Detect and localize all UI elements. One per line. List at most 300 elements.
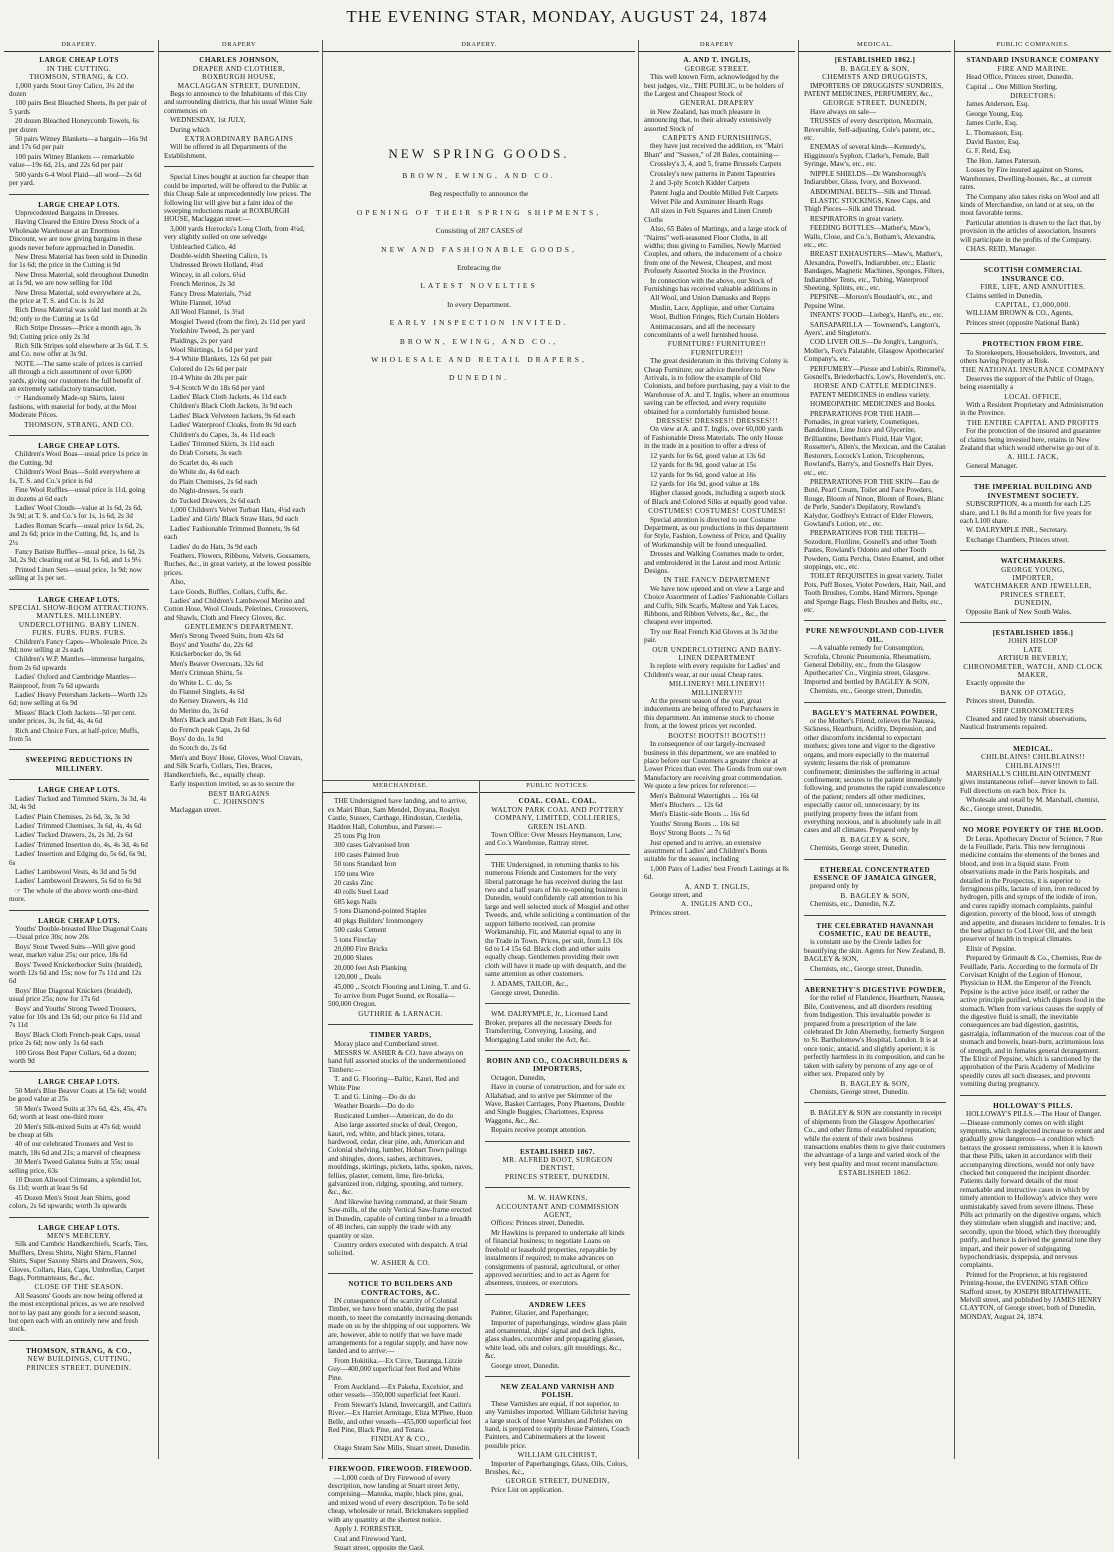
ad-title: LARGE CHEAP LOTS (39, 56, 119, 65)
ad-line: do French peak Caps, 2s 6d (170, 725, 250, 734)
ad-line: Ladies' Tucked and Trimmed Skirts, 3s 3d, 4s 3d, 4s 9d (9, 794, 147, 812)
ad-line: Just opened and to arrive, an extensive assortment of Ladies' and Children's Boots suitable for the season, including (644, 838, 767, 864)
ad-line: ESTABLISHED 1862. (838, 1169, 912, 1178)
ad-line: Chemists, etc., George street, Dunedin. (810, 964, 923, 973)
column-head: MERCHANDISE. (323, 781, 478, 793)
ad-line: 100 cases Painted Iron (334, 850, 399, 859)
ad-line: CLOSE OF THE SEASON. (34, 1283, 124, 1292)
advertisement (960, 340, 1106, 470)
advertisement (485, 1148, 630, 1182)
divider (960, 622, 1106, 623)
ad-line: Boys' Black Cloth French-peak Caps, usual price 2s 6d; now only 1s 6d each (9, 1030, 141, 1048)
ad-line: At the present season of the year, great inducements are being offered to Purchasers in this department. An immense stock to choose from, at the lowest prices yet recorded. (644, 697, 779, 731)
ad-line: Try our Real French Kid Gloves at 3s 3d the pair. (644, 627, 778, 645)
ad-line: Boys' do do, 1s 9d (170, 735, 224, 744)
ad-line: To arrive from Puget Sound, ex Rosalia—500,000 Oregon. (328, 991, 456, 1009)
divider (960, 738, 1106, 739)
ad-line: PRINCES STREET, (1000, 590, 1066, 599)
ad-list (323, 797, 478, 1552)
ad-line: Mr Hawkins is prepared to undertake all kinds of financial business; to negotiate Loans on freehold or leasehold properties, repayable by instalments if required; to make advances on consignments of pastoral, agricultural, or other approved securities; and to act as Agent for absentees, trustees, or executors. (485, 1228, 625, 1288)
ad-line: Ladies' Black Velveteen Jackets, 9s 6d each (170, 411, 296, 420)
ad-line: Boys' Tweed Knickerbocker Suits (braided), worth 12s 6d and 15s; now for 7s 11d and 12s 6d (9, 960, 143, 986)
ad-line: NEW AND FASHIONABLE GOODS, (381, 244, 577, 254)
ad-title: MEDICAL. (1013, 744, 1053, 753)
ad-line: Ladies' Oxford and Cambridge Mantles—Rainproof, from 7s 6d upwards (9, 673, 137, 690)
ad-line: IMPORTER, (1012, 573, 1054, 582)
ad-line: Particular attention is drawn to the fact that, by provision in the articles of association, Insurers will participate in the profits of the Company. (960, 218, 1102, 244)
ad-line: MILLINERY! MILLINERY!! MILLINERY!!! (668, 680, 766, 697)
ad-line: 5 tons Diamond-pointed Staples (334, 907, 427, 916)
ad-line: 300 cases Galvanised Iron (334, 841, 410, 850)
ad-line: With a Resident Proprietary and Administration in the Province. (960, 401, 1104, 418)
ad-line: ENEMAS of several kinds—Kennedy's, Higginson's Syphon, Clarke's, Female, Ball Syringe, Maw's, etc., etc. (804, 143, 929, 169)
ad-line: TOILET REQUISITES in great variety. Toilet Pots, Puff Boxes, Violet Powders, Hair, Nail, and Tooth Brushes, Combs, Hand Mirrors, Sponge and Sponge Bags, Flesh Brushes and Belts, etc., etc. (804, 572, 946, 614)
ad-line: Men's Beaver Overcoats, 32s 6d (170, 659, 263, 668)
divider (9, 1071, 149, 1072)
ad-line: Velvet Pile and Axminster Hearth Rugs (650, 197, 764, 206)
ad-line: For the protection of the insured and guarantee of claims being invested here, retains in New Zealand that which would otherwise go out of it. (960, 427, 1101, 453)
ad-line: In every Department. (447, 299, 511, 309)
ad-line: 10-4 White do 20s per pair (170, 374, 248, 383)
ad-line: Antimacassars, and all the necessary concomitants of a well furnished house. (644, 322, 759, 339)
advertisement (328, 1031, 473, 1267)
ad-line: IN THE FANCY DEPARTMENT (663, 576, 771, 585)
ad-line: We have now opened and on view a Large and Choice Assortment of Ladies' Fashionable Collars and Cuffs, Silk Scarfs, Maltese and Yak Laces, Ribbons, and Ribbon Velvets, &c., &c., the cheapest ever imported. (644, 584, 789, 627)
ad-line: ABDOMINAL BELTS—Silk and Thread. (810, 187, 932, 196)
ad-line: UNDERCLOTHING. BABY LINEN. (18, 620, 140, 629)
divider (485, 1050, 630, 1051)
ad-line: Children's Fancy Capes—Wholesale Price, 2s 9d; now selling at 2s each (9, 637, 148, 654)
ad-line: NEW BUILDINGS, CUTTING, (27, 1355, 131, 1364)
ad-line: THOMSON, STRANG, & CO. (29, 73, 129, 82)
ad-line: 100 Gross Best Paper Collars, 6d a dozen; worth 9d (9, 1048, 137, 1066)
ad-line: IN THE CUTTING. (46, 64, 112, 73)
ad-line: Dr Leras, Apothecary Doctor of Science, 7 Rue de la Feuillade, Paris. This new ferruginous medicine contains the elements of the bones and blood, and iron in a liquid state. From observations made in the Paris hospitals, and detailed in the Prospectus, it is superior to ferruginous pills, lactate of iron, iron reduced by hydrogen, pills and syrups of the iodide of iron, and cures rapidly stomach complaints, painful digestion, poverty of the blood, loss of strength and appetite, and diseases incident to females. It is the best adjunct to Cod Liver Oil, and the best preserver of health in tropical climates. (960, 834, 1106, 944)
ad-line: —1,000 cords of Dry Firewood of every description, now landing at Stuart street Jetty, comprising—Manuka, maple, black pine, goai, and mixed wood of every description. To be sold cheap, wholesale or retail. Brickmakers supplied with any quantity at the shortest notice. (328, 1473, 469, 1524)
ad-line: 50 pairs Witney Blankets—a bargain—16s 9d and 17s 6d per pair (9, 135, 148, 152)
ad-line: is constant use by the Creole ladies for beautifying the skin. Agents for New Zealand, B. BAGLEY & SON, (804, 938, 946, 964)
ad-line: Moray place and Cumberland street. (334, 1039, 439, 1048)
ad-line: In connection with the above, our Stock of Furnishings has received valuable additions in (644, 276, 778, 293)
ad-line: 500 casks Cement (334, 926, 387, 935)
advertisement (9, 1347, 149, 1372)
ad-line: IMPORTERS OF DRUGGISTS' SUNDRIES, PATENT MEDICINES, PERFUMERY, &c., (804, 81, 944, 99)
ad-line: OPENING OF THEIR SPRING SHIPMENTS, (356, 207, 602, 217)
ad-line: OUR UNDERCLOTHING AND BABY-LINEN DEPARTMENT (652, 645, 782, 663)
ad-line: 20,000 Slates (334, 954, 373, 963)
advertisement (960, 1102, 1106, 1322)
ad-line: HOLLOWAY'S PILLS.—The Hour of Danger.—Disease commonly comes on with slight symptoms, which neglected increase to extent and gradually grow dangerous—a condition which betrays the grossest remissness, when it is known that these Pills, taken in accordance with their accompanying directions, would not only have checked but conquered the incipient disorder. Patients daily forward details of the most remarkable and instructive cases in which by timely attention to Holloway's advice they were unmistakably saved from severe illness. These Pills act primarily on the digestive organs, which they stimulate when sluggish and inactive; and, secondly, upon the blood, which they thoroughly purify, and hence is derived the general tone they impart, and their power of subjugating hypochondriasis, dyspepsia, and nervous complaints. (960, 1110, 1105, 1270)
ad-line: THE NATIONAL INSURANCE COMPANY (961, 366, 1105, 375)
divider (485, 1141, 630, 1142)
ad-title: ROBIN AND CO., COACHBUILDERS & IMPORTERS, (486, 1056, 629, 1074)
ad-line: GREEN ISLAND. (527, 822, 588, 831)
ad-line: DUNEDIN. (448, 373, 510, 383)
ad-line: 20,000 Fire Bricks (334, 944, 388, 953)
ad-line: PREPARATIONS FOR THE TEETH—Sozodont, Floriline, Gosnell's and other Tooth Pastes, Rowland's Odonto and other Tooth Powders, Gutta Percha, Osteo Enamel, and other stoppings, etc., etc. (804, 529, 945, 571)
divider (804, 859, 946, 860)
ad-line: Embracing the (457, 263, 501, 273)
ad-line: DUNEDIN, (1014, 599, 1052, 608)
ad-line: Princes street (opposite National Bank) (966, 318, 1079, 327)
ad-line: Men's and Boys' Hose, Gloves, Wool Cravats, and Silk Scarfs, Collars, Ties, Braces, Handkerchiefs, &c., equally cheap. (164, 753, 303, 779)
ad-line: On view at A. and T. Inglis, over 60,000 yards of Fashionable Dress Materials. The only House in the trade in a position to offer a dress of (644, 425, 783, 451)
divider (960, 819, 1106, 820)
ad-line: Ladies' Tucked Drawers, 2s, 2s 3d, 2s 6d (15, 831, 133, 840)
ad-title: THE IMPERIAL BUILDING AND INVESTMENT SOCIETY. (973, 483, 1093, 500)
ad-line: COD LIVER OILS—De Jongh's, Langton's, Moller's, Fox's Palatable, Glasgow Apothecaries' Company's, etc. (804, 338, 945, 364)
ad-line: MESSRS W. ASHER & CO. have always on hand full assorted stocks of the undermentioned Timbers:— (328, 1048, 466, 1074)
ad-line: NOTE.—The same scale of prices is carried all through a rich assortment of over 6,000 yards, giving our customers the full benefit of an extremely satisfactory transaction. (9, 359, 143, 394)
ad-line: 100 pairs Witney Blankets — remarkable value—19s 6d, 21s, and 22s 6d per pair (9, 152, 135, 170)
ad-line: TRUSSES of every description, Mocmain, Reversible, Self-adjusting, Cole's patent, etc., etc. (804, 117, 935, 143)
advertisement (960, 557, 1106, 616)
column-drapery-4 (638, 40, 795, 1459)
divider (485, 1187, 630, 1188)
ad-line: Opposite Bank of New South Wales. (966, 607, 1072, 616)
ad-line: Repairs receive prompt attention. (491, 1126, 587, 1135)
ad-line: prepared only by (810, 882, 859, 891)
ad-line: W. DALRYMPLE JNR., Secretary. (966, 526, 1068, 535)
ad-title: TIMBER YARDS, (369, 1031, 432, 1040)
ad-line: do Kersey Drawers, 4s 11d (170, 697, 248, 706)
ad-line: Head Office, Princes street, Dunedin. (966, 73, 1074, 82)
ad-line: BEST BARGAINS (208, 789, 270, 798)
ad-line: 685 kegs Nails (334, 897, 377, 906)
advertisement (328, 797, 473, 1018)
ad-line: FURS. FURS. FURS. FURS. (32, 629, 126, 638)
ad-line: Painter, Glazier, and Paperhanger, (491, 1309, 589, 1318)
ad-line: Children's Black Cloth Jackets, 3s 9d each (170, 402, 293, 411)
ad-line: FURNITURE! FURNITURE!! FURNITURE!!! (667, 340, 767, 357)
ad-list (955, 56, 1111, 1321)
ad-line: Coal and Firewood Yard, (334, 1534, 407, 1543)
ad-line: Ladies' Wool Clouds—value at 1s 6d, 2s 6d, 3s 9d; at T. S. and Co.'s for 1s, 1s 6d, 2s 3d (9, 503, 143, 521)
column-head: DRAPERY (159, 40, 319, 52)
ad-line: Patent Jugla and Double Milled Felt Carpets (650, 188, 778, 197)
divider (804, 1102, 946, 1103)
divider (960, 476, 1106, 477)
advertisement (485, 1057, 630, 1135)
ad-line: Wincey, in all colors, 6¼d (170, 270, 246, 279)
ad-line: L. Thomasson, Esq. (966, 128, 1024, 137)
ad-list (799, 56, 951, 1177)
ad-line: MACLAGGAN STREET, DUNEDIN, (177, 81, 301, 90)
ad-line: DIRECTORS: (1010, 92, 1056, 101)
ad-line: Ladies' Lambswool Drawers, 5s 6d to 6s 9d (15, 877, 141, 886)
ad-line: GEORGE STREET, DUNEDIN, (822, 99, 928, 108)
ad-line: To Storekeepers, Householders, Investors, and others having Property at Risk. (960, 348, 1100, 365)
ad-line: Have in course of construction, and for sale ex Allahabad, and to arrive per Skimmer of the Wave, Basket Carriages, Pony Phaetons, Double and Single Buggies, Chariottees, Express Waggons, &c., &c. (485, 1083, 625, 1125)
ad-line: B. BAGLEY & SON, (840, 891, 910, 900)
ad-line: 40 pkgs Builders' Ironmongery (334, 916, 424, 925)
ad-line: THE ENTIRE CAPITAL AND PROFITS (966, 418, 1100, 427)
ad-line: B. BAGLEY & SON, (840, 64, 910, 73)
ad-line: All sizes in Felt Squares and Linen Crumb Cloths (644, 207, 773, 224)
divider (9, 1217, 149, 1218)
divider (9, 435, 149, 436)
ad-line: PERFUMERY—Piesse and Lubin's, Rimmel's, Gosnell's, Briederbach's, Low's, Hovenden's, etc. (804, 364, 946, 382)
divider (9, 779, 149, 780)
ad-title: LARGE CHEAP LOTS. (38, 916, 120, 925)
ad-line: George street, Dunedin. (491, 988, 560, 997)
advertisement (485, 1194, 630, 1287)
ad-line: THOMSON, STRANG, AND CO. (24, 420, 134, 429)
divider (804, 620, 946, 621)
advertisement (804, 986, 946, 1096)
ad-line: Elixir of Pepsine. (966, 944, 1017, 953)
divider (9, 194, 149, 195)
ad-line: Youths' Double-breasted Blue Diagonal Coats—Usual price 30s; now 20s (9, 924, 148, 942)
ad-line: GENERAL DRAPERY (679, 99, 755, 108)
ad-line: 12 yards for 8s 9d, good value at 15s (650, 461, 756, 470)
advertisement (9, 1078, 149, 1210)
ad-line: 12 yards for 6s 6d, good value at 13s 6d (650, 451, 765, 460)
ad-line: Special Lines bought at auction far cheaper than could be imported, will be offered to the Public at this Cheap Sale at unprecedentedly low prices. The following list will give but a faint idea of the sweeping reductions made at ROXBURGH HOUSE, Maclaggan street:— (164, 173, 312, 224)
ad-line: EARLY INSPECTION INVITED. (389, 318, 569, 328)
ad-line: From Auckland.—Ex Pakeha, Excelsior, and other vessels—350,000 superficial feet Kauri. (328, 1383, 463, 1400)
ad-line: James Anderson, Esq. (966, 100, 1030, 109)
divider (485, 1003, 630, 1004)
ad-line: Country orders executed with despatch. A trial solicited. (328, 1240, 468, 1258)
ad-line: Boys' Strong Boots ... 7s 6d (650, 829, 730, 838)
middle-lower (323, 780, 635, 1552)
ad-line: GUTHRIE & LARNACH. (358, 1009, 443, 1018)
ad-line: Chemists, etc., Dunedin, N.Z. (810, 900, 896, 909)
advertisement (9, 56, 149, 187)
ad-title: ETHEREAL CONCENTRATED ESSENCE OF JAMAICA GINGER, (813, 865, 937, 882)
ad-line: T. and G. Flooring—Baltic, Kauri, Red and White Pine (328, 1075, 459, 1092)
ad-line: Chemists, etc., George street, Dunedin. (810, 687, 923, 696)
ad-line: Rich Dress Material was sold last month at 2s 9d; only to the Cutting at 1s 6d (9, 306, 147, 323)
ad-line: New Dress Material has been sold in Dunedin for 1s 6d; the price in the Cutting is 9d (9, 252, 148, 270)
ad-line: SHIP CHRONOMETERS (991, 706, 1075, 715)
advertisement (328, 1465, 473, 1552)
ad-line: George street, Dunedin. (491, 1361, 560, 1370)
advertisement (485, 1301, 630, 1370)
ad-line: Boys' Blue Diagonal Knickers (braided), usual price 25s; now for 17s 6d (9, 986, 133, 1004)
ad-line: PREPARATIONS FOR THE HAIR—Pomades, in great variety, Cosmetiques, Bandolines, Lime Juice and Glycerine, Brilliantine, Beetham's Fluid, Hair Vigor, Rossetter's, Allen's, the Mexican, and the Catalan Restorers, Locock's Lotion, Tricopherous, Rowland's, Barry's, and Gosnell's Hair Dyes, etc., etc. (804, 409, 946, 477)
ad-line: Offices: Princes street, Dunedin. (491, 1219, 585, 1228)
ad-line: Ladies' Insertion and Edging do, 5s 6d, 6s 9d, 6s (9, 850, 147, 867)
ad-line: GEORGE YOUNG, (1001, 565, 1065, 574)
ad-line: BREAST EXHAUSTERS—Maw's, Mather's, Alexandra, Powell's, Indiarubber, etc.; Elastic Bandages, Magnetic Machines, Sponges, Filters, Indiarubber Tents, etc., Tubing, Waterproof Sheeting, Splints, etc., etc. (804, 250, 945, 292)
ad-line: MARSHALL'S CHILBLAIN OINTMENT gives instantaneous relief—never known to fail. Full directions on each box. Price 1s. (960, 770, 1099, 795)
ad-line: or the Mother's Friend, relieves the Nausea, Sickness, Heartburn, Acidity, Depression, and other discomforts incidental to expectant mothers; gives tone and vigor to the digestive organs, and more especially to the maternal system; lessens the risk of premature confinement; diminishes the suffering in actual confinement; secures to the patient immediately following, and promotes the rapid convalescence of the patient; renders all other medicines, especially castor oil, unnecessary; by its purifying property frees the infant from everything noxious, and is absolutely safe in all cases and all climates. Prepared only by (804, 717, 945, 835)
divider (164, 166, 314, 167)
ad-line: Crossley's 3, 4, and 5, frame Brussels Carpets (650, 160, 782, 169)
advertisement (9, 786, 149, 903)
ad-line: Lace Goods, Ruffles, Collars, Cuffs, &c. (170, 587, 288, 596)
ad-line: These Varnishes are equal, if not superior, to any Varnishes imported. William Gilchrist having a large stock of these Varnishes and Polishes on hand, is prepared to supply House Painters, Coach Painters, and Cabinetmakers at the lowest possible price. (485, 1399, 630, 1450)
column-head: DRAPERY. (323, 40, 635, 52)
ad-line: Princes street, Dunedin. (966, 697, 1035, 706)
ad-line: W. ASHER & CO. (370, 1258, 431, 1267)
ad-line: Also large assorted stocks of deal, Oregon, kauri, red, white, and black pines, totara, hardwood, cedar, clear pine, ash, American and Colonial shelving, lumber, Hobart Town palings and shingles, doors, sashes, architraves, mouldings, skirtings, pickets, laths, spokes, naves, fellies, plaster, cement, lime, fire-bricks, galvanized iron, ridging, spouting, and turnery, &c., &c. (328, 1121, 473, 1197)
ad-line: MANTLES. MILLINERY. (36, 612, 122, 621)
ad-line: Fancy Dress Materials, 7¼d (170, 289, 251, 298)
ad-line: New Dress Material, sold throughout Dunedin at 1s 9d, we are now selling for 10d (9, 270, 149, 288)
ad-line: Ladies' Fashionable Trimmed Bonnets, 9s 6d each (164, 524, 300, 542)
ad-line: SPECIAL SHOW-ROOM ATTRACTIONS. (9, 603, 149, 612)
ad-line: Children's Wool Boas—usual price 1s price in the Cutting, 9d (9, 450, 148, 467)
ad-line: Boys' Stout Tweed Suits—Will give good wear, market value 25s; our price, 18s 6d (9, 942, 135, 960)
ad-line: do White L. C. do, 5s (170, 678, 232, 687)
ad-line: Special attention is directed to our Costume Department, as our productions in this department for Style, Fashion, Lowness of Price, and Quality of Workmanship will be found unequalled. (644, 515, 789, 549)
ad-line: Losses by Fire insured against on Stores, Warehouses, Dwelling-houses, &c., at current rates. (960, 166, 1092, 192)
ad-line: 20 casks Zinc (334, 879, 374, 888)
column-middle (322, 40, 635, 1552)
ad-line: B. BAGLEY & SON, (840, 1079, 910, 1088)
ad-title: [ESTABLISHED 1856.] (992, 628, 1074, 637)
ad-line: 12 yards for 16s 9d, good value at 18s (650, 479, 760, 488)
ad-line: Otago Steam Saw Mills, Stuart street, Dunedin. (334, 1443, 471, 1452)
ad-line: James Curle, Esq. (966, 119, 1018, 128)
ad-line: Wool, Bullion Fringes, Rich Curtain Holders (650, 313, 779, 322)
ad-title: NO MORE POVERTY OF THE BLOOD. (962, 826, 1104, 835)
ad-line: BROWN, EWING, AND CO., (399, 336, 559, 346)
ad-line: Men's Crimean Shirts, 5s (170, 669, 243, 678)
ad-line: 50 Men's Tweed Suits at 37s 6d, 42s, 45s, 47s 6d; worth at least one-third more (9, 1104, 147, 1122)
ad-line: 1,000 yards Stout Grey Calico, 3¼ 2d the dozen (9, 81, 135, 99)
ad-title: LARGE CHEAP LOTS. (38, 442, 120, 451)
ad-line: Yorkshire Tweed, 2s per yard (170, 327, 255, 336)
divider (804, 979, 946, 980)
ad-line: Men's Black and Drab Felt Hats, 3s 6d (170, 716, 282, 725)
ad-line: WATCHMAKER AND JEWELLER, (974, 582, 1092, 591)
ad-line: Printed Linen Sets—usual price, 1s 9d; now selling at 1s per set. (9, 565, 142, 583)
ad-line: WM. DALRYMPLE, Jr., Licensed Land Broker, prepares all the necessary Deeds for Transferring, Conveying, Leasing, and Mortgaging Land under the Act, &c. (485, 1010, 612, 1044)
ad-line: FIRE AND MARINE. (997, 64, 1069, 73)
ad-title: COAL. COAL. COAL. (518, 797, 597, 806)
ad-line: PREPARATIONS FOR THE SKIN—Eau de Buté, Pearl Cream, Toilet and Face Powders, Rouge, Bloom of Ninon, Bloom of Roses, Blanc de Perle, Sander's Depilatory, Rowland's Kalydor, Godfrey's Extract of Elder Flowers, Gowland's Lotion, etc., etc. (804, 477, 944, 528)
ad-line: Fine Wool Ruffles—usual price is 11d, going in dozens at 6d each (9, 486, 146, 503)
ad-line: do Night-dresses, 5s each (170, 487, 244, 496)
ad-line: PATENT MEDICINES in endless variety. (810, 390, 931, 399)
ad-line: Consisting of 287 CASES of (435, 226, 523, 236)
ad-title: SWEEPING REDUCTIONS IN MILLINERY. (25, 756, 133, 773)
ad-line: From Hokitika.—Ex Circe, Tauranga, Lizzie Guy—400,000 superficial feet Red and White Pine. (328, 1356, 463, 1382)
ad-title: SCOTTISH COMMERCIAL INSURANCE CO. (983, 266, 1083, 283)
ad-title: ANDREW LEES (528, 1300, 587, 1309)
ad-line: All Wool, and Union Damasks and Repps (650, 294, 771, 303)
ad-line: M. W. HAWKINS, (527, 1194, 588, 1203)
ad-line: GEORGE STREET, DUNEDIN, (505, 1477, 610, 1486)
ad-title: CHARLES JOHNSON, (199, 56, 279, 65)
advertisement (9, 442, 149, 583)
ad-line: Children's W.P. Mantles—immense bargains, from 2s 6d upwards (9, 655, 145, 672)
ad-line: Claims settled in Dunedin, (966, 291, 1043, 300)
column-head: MEDICAL. (799, 40, 951, 52)
ad-line: Youths' Strong Boots ... 10s 6d (650, 819, 739, 828)
ad-line: Ladies' Trimmed Insertion do, 4s, 4s 3d, 4s 6d (15, 840, 148, 849)
advertisement (804, 627, 946, 695)
divider (328, 1273, 473, 1274)
ad-line: Price List on application. (491, 1485, 564, 1494)
ad-line: MR. ALFRED BOOT, SURGEON DENTIST, (502, 1156, 613, 1173)
ad-line: 500 yards 6-4 Wool Plaid—all wool—2s 6d per yard. (9, 170, 142, 188)
ad-line: Chemists, George street, Dunedin. (810, 1087, 909, 1096)
ad-line: 3,000 yards Horrocks's Long Cloth, from 4¼d, very slightly soiled on one selvedge (164, 224, 305, 242)
ad-list (480, 797, 635, 1494)
ad-line: George street, and (650, 891, 703, 899)
ad-line: Men's Bluchers ... 12s 6d (650, 800, 723, 809)
ad-line: for the relief of Flatulence, Heartburn, Nausea, Bile, Costiveness, and all disorders resulting from Indigestion. This invaluable powder is prepared from a prescription of the late celebrated Dr John Abernethy, formerly Surgeon to St. Bartholomew's Hospital, London. It is at once tonic, antacid, and slightly aperient; it is perfectly harmless in its composition, and can be taken with safety by persons of any age or of either sex. Prepared only by (804, 994, 945, 1079)
ad-line: 1,000 Pairs of Ladies' best French Lastings at 8s 6d. (644, 864, 789, 882)
ad-line: ELASTIC STOCKINGS, Knee Caps, and Thigh Pieces—Silk and Thread. (804, 196, 931, 214)
ad-line: Ladies' do do Hats, 3s 9d each (170, 542, 258, 551)
ad-line: Fancy Batiste Ruffles—usual price, 1s 6d, 2s 3d, 2s 9d; clearing out at 9d, 1s 6d, and 1s 9¼ (9, 547, 145, 565)
ad-line: CARPETS AND FURNISHINGS, (662, 134, 772, 143)
ad-line: 20 dozen Bleached Honeycomb Towels, 6s per dozen (9, 117, 139, 134)
ad-line: Exchange Chambers, Princes street. (966, 535, 1070, 544)
ad-title: A. AND T. INGLIS, (683, 56, 751, 65)
ad-line: Ladies' and Children's Lambswool Merino and Cotton Hose, Wool Clouds, Pelerines, Crossovers, and Shawls, Cloth and Fleecy Gloves, &c. (164, 596, 309, 622)
ad-line: Early inspection invited, so as to secure the (170, 780, 295, 789)
ad-line: French Merinos, 2s 3d (170, 280, 235, 289)
ad-line: Importer of paperhangings, window glass plain and ornamental, ships' signal and deck lights, glass shades, cucumber and propagating glasses, white lead, oils and colors, gilt mouldings, &c., &c. (485, 1318, 627, 1361)
ad-line: J. ADAMS, TAILOR, &c., (491, 979, 569, 988)
ad-line: ☞ Handsomely Made-up Skirts, latest fashions, with material for body, at the Most Moderate Prices. (9, 394, 137, 420)
ad-line: ACCOUNTANT AND COMMISSION AGENT, (495, 1202, 620, 1220)
ad-line: Men's Balmoral Watertights ... 16s 6d (650, 791, 759, 800)
ad-line: 9-4 White Blankets, 12s 6d per pair (170, 355, 273, 364)
divider (485, 1294, 630, 1295)
ad-line: ☞ The whole of the above worth one-third more. (9, 886, 138, 904)
advertisement (485, 1383, 630, 1494)
ad-line: Rich and Choice Furs, at half-price; Muffs, from 5s (9, 726, 140, 744)
advertisement (804, 1109, 946, 1177)
ad-line: 100 pairs Best Bleached Sheets, 8s per pair of 5 yards (9, 99, 147, 116)
ad-line: Deserves the support of the Public of Otago, being essentially a (960, 374, 1094, 392)
ad-title: NEW SPRING GOODS. (388, 146, 570, 161)
ad-line: 45 Dozen Men's Stout Jean Shirts, good colors, 2s 6d upwards; worth 3s upwards (9, 1193, 130, 1211)
ad-line: WHOLESALE AND RETAIL DRAPERS, (371, 355, 587, 365)
advertisement (960, 826, 1106, 1089)
column-head: DRAPERY (639, 40, 795, 52)
ad-line: WEDNESDAY, 1st JULY, (170, 116, 246, 125)
ad-line: 120,000 ,, Deals (334, 973, 381, 982)
ad-line: 12 yards for 9s 6d, good value at 16s (650, 470, 756, 479)
advertisement (9, 917, 149, 1066)
brown-ewing-ad (323, 56, 635, 869)
ad-line: 50 tons Standard Iron (334, 860, 397, 869)
column-medical (798, 40, 951, 1459)
ad-line: ARTHUR BEVERLY, (997, 654, 1069, 663)
ad-line: BOOTS! BOOTS!! BOOTS!!! (668, 731, 766, 740)
ad-line: A. AND T. INGLIS, (684, 882, 750, 891)
ad-line: General Manager. (966, 461, 1018, 470)
divider (804, 702, 946, 703)
ad-line: And likewise having command, at their Steam Saw-mills, of the only Vertical Saw-frame erected in Dunedin, capable of cutting timber to a breadth of 48 inches, can supply the trade with any quantity or size. (328, 1197, 472, 1240)
ad-line: HORSE AND CATTLE MEDICINES. (813, 382, 937, 391)
advertisement (343, 146, 615, 383)
ad-line: Undressed Brown Holland, 4¼d (170, 261, 263, 270)
ad-line: Begs to announce to the Inhabitants of this City and surrounding districts, that his usual Winter Sale commences on (164, 90, 313, 115)
ad-line: Wholesale and retail by M. Marshall, chemist, &c., George street, Dunedin. (960, 796, 1100, 813)
advertisement (485, 1010, 630, 1044)
column-drapery-2 (158, 40, 319, 1459)
ad-line: Ladies' and Girls' Black Straw Hats, 9d each (170, 515, 298, 524)
ad-line: In consequence of our largely-increased business in this department, we are enabled to place before our Customers a greater choice at Lower Prices than ever. The Goods from our own Manufactory are receiving great commendation. We quote a few prices for reference:— (644, 740, 787, 791)
ad-line: CAPITAL, £1,000,000. (995, 300, 1071, 309)
ad-line: Dresses and Walking Costumes made to order, and embroidered in the Latest and most Artistic Designs. (644, 550, 784, 575)
ad-line: —A valuable remedy for Consumption, Scrofula, Chronic Pneumonia, Rheumatism, General Debility, etc., from the Glasgow Apothecaries' Co., Virginia street, Glasgow. Imported and bottled by BAGLEY & SON, (804, 644, 931, 686)
ad-line: 1,000 Children's Velvet Turban Hats, 4¼d each (170, 505, 306, 514)
ad-line: Importer of Paperhangings, Glass, Oils, Colors, Brushes, &c., (485, 1459, 628, 1477)
ad-line: Beg respectfully to announce the (429, 189, 529, 199)
ad-line: Colored do 12s 6d per pair (170, 364, 247, 373)
